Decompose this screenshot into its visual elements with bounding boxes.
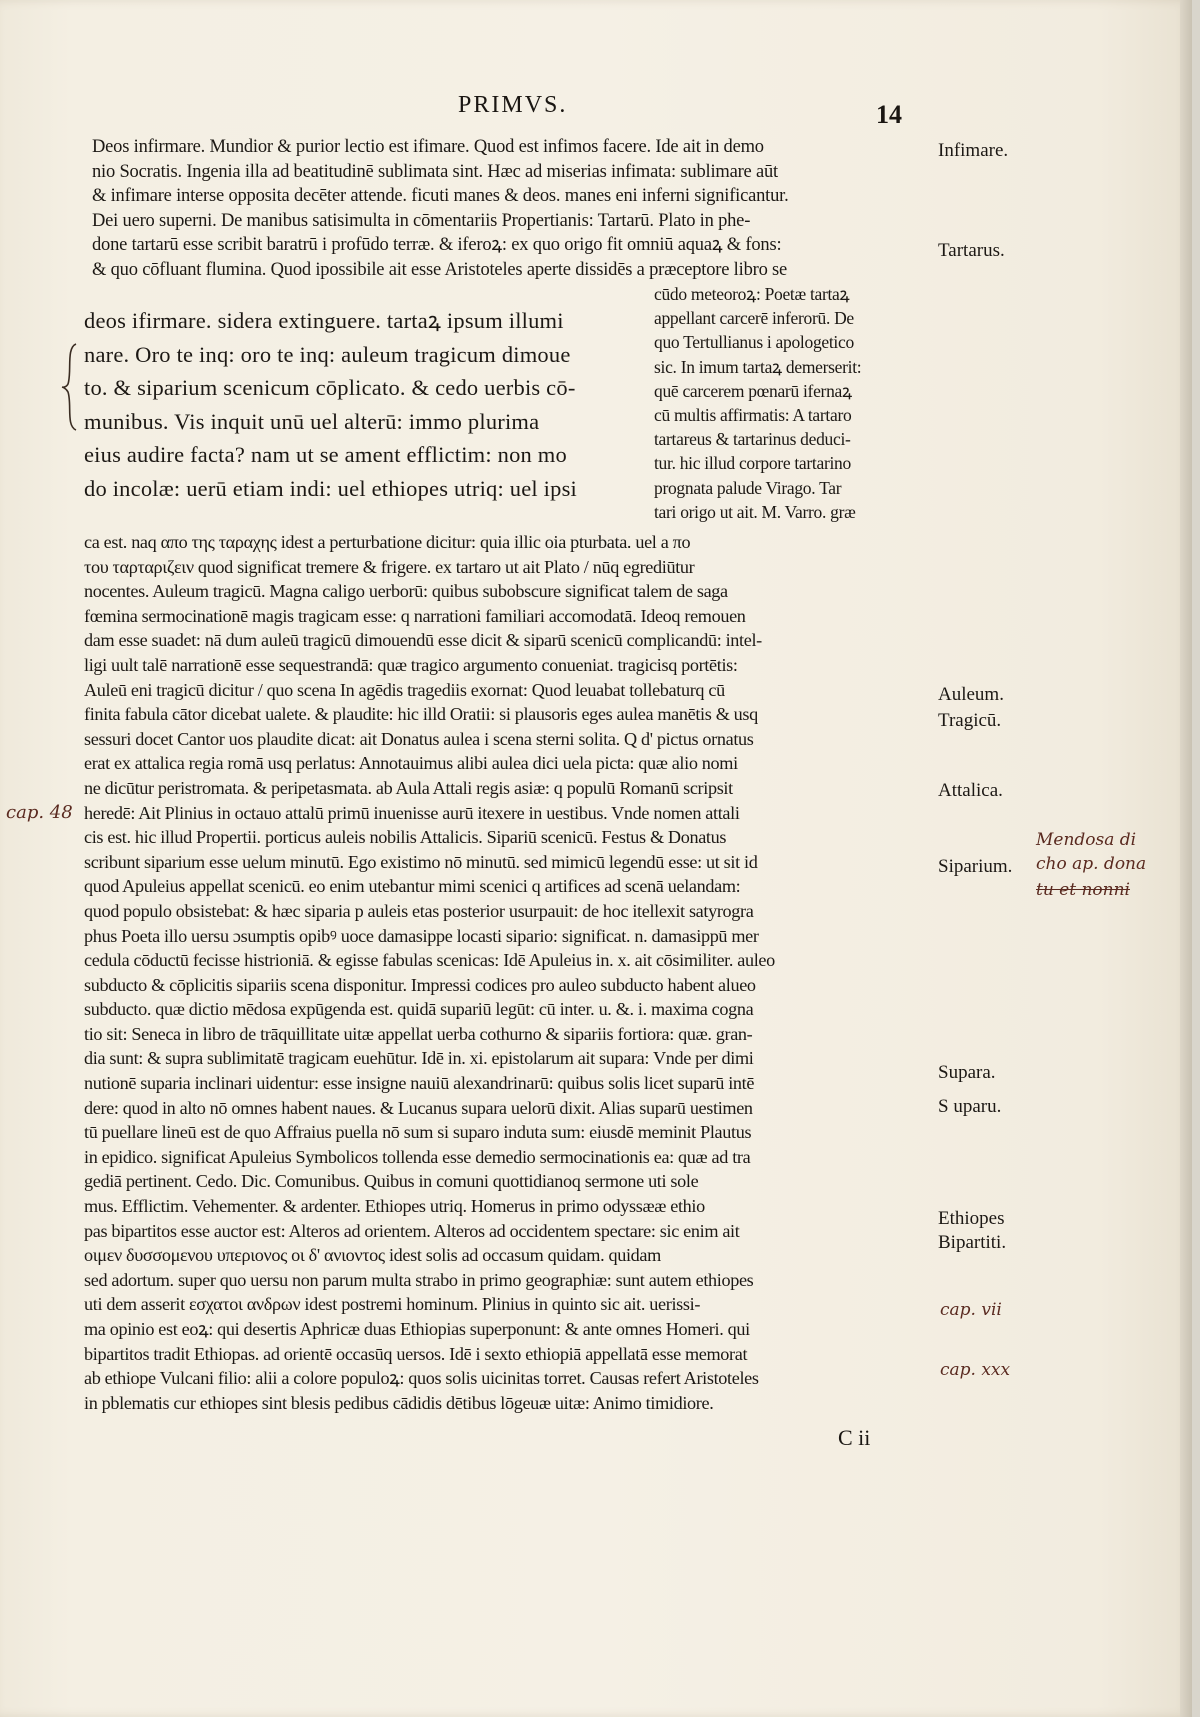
- text-line: fœmina sermocinationē magis tragicam esse: q narrationi familiari accomodatā. Ideoq remouen: [84, 605, 746, 626]
- commentary-right-column: [654, 282, 922, 524]
- text-line: in pblematis cur ethiopes sint blesis pedibus cādidis dētibus lōgeuæ uitæ: Animo timidiore.: [84, 1392, 714, 1413]
- text-line: dam esse suadet: nā dum auleū tragicū dimouendū esse dicit & siparū scenicū complicandū: intel-: [84, 630, 762, 651]
- handwritten-note-cap30: cap. xxx: [940, 1360, 1011, 1380]
- margin-note-suparu: S uparu.: [938, 1096, 1002, 1117]
- text-line: ca est. naq απο της ταραχης idest a perturbatione dicitur: quia illic oia pturbata. uel a πο: [84, 532, 691, 552]
- text-line: pas bipartitos esse auctor est: Alteros ad orientem. Alteros ad occidentem spectare: sic enim ait: [84, 1220, 740, 1241]
- lemma-text: [84, 304, 644, 505]
- margin-note-auleum: Auleum.: [938, 684, 1004, 705]
- brace-mark: [60, 342, 82, 432]
- commentary-top: [92, 135, 922, 282]
- text-line: prognata palude Virago. Tar: [654, 477, 842, 498]
- text-line: Auleū eni tragicū dicitur / quo scena In agēdis tragediis exornat: Quod leuabat tollebaturq cū: [84, 679, 725, 700]
- text-line: nutionē suparia inclinari uidentur: esse insigne nauiū alexandrinarū: quibus solis licet suparū intē: [84, 1073, 755, 1094]
- text-line: dere: quod in alto nō omnes habent naues. & Lucanus supara uelorū dixit. Alias suparū uestimen: [84, 1097, 753, 1118]
- text-line: mus. Efflictim. Vehementer. & ardenter. Ethiopes utriq. Homerus in primo odyssææ ethio: [84, 1196, 705, 1217]
- lemma-line: eius audire facta? nam ut se ament efflictim: non mo: [84, 442, 567, 467]
- handwritten-note-mendosa-1: Mendosa di: [1036, 830, 1137, 850]
- lemma-line: nare. Oro te inq: oro te inq: auleum tragicum dimoue: [84, 341, 571, 367]
- running-head: PRIMVS.: [458, 92, 568, 118]
- text-line: cis est. hic illud Propertii. porticus auleis nobilis Attalicis. Sipariū scenicū. Festus & Donatus: [84, 827, 727, 848]
- commentary-bottom: [84, 530, 930, 1415]
- text-line: phus Poeta illo uersu ɔsumptis opibꝰ uoce damasippe locasti sipario: significat. n. damasippū mer: [84, 925, 759, 946]
- text-line: ne dicūtur peristromata. & peripetasmata. ab Aula Attali regis asiæ: q populū Romanū scripsit: [84, 777, 733, 798]
- margin-note-attalica: Attalica.: [938, 780, 1003, 801]
- lemma-line: deos ifirmare. sidera extinguere. tartaꝝ ipsum illumi: [84, 308, 564, 333]
- text-line: quē carcerem pœnarū ifernaꝝ: [654, 380, 852, 401]
- lemma-line: to. & siparium scenicum cōplicato. & cedo uerbis cō-: [84, 375, 576, 400]
- text-line: cūdo meteoroꝝ: Poetæ tartaꝝ: [654, 284, 850, 304]
- text-line: appellant carcerē inferorū. De: [654, 308, 854, 329]
- text-line: subducto. quæ dictio mēdosa expūgenda est. quidā supariū legūt: cū inter. u. &. i. maxima cogna: [84, 999, 754, 1020]
- margin-note-infimare: Infimare.: [938, 140, 1009, 161]
- text-line: done tartarū esse scribit baratrū i profūdo terræ. & iferoꝝ: ex quo origo fit omniū aquaꝝ & fons:: [92, 235, 782, 255]
- text-line: uti dem asserit εσχατοι ανδρων idest postremi hominum. Plinius in quinto sic ait. uerissi-: [84, 1294, 701, 1315]
- text-line: heredē: Ait Plinius in octauo attalū primū inuenisse aurū itexere in uestibus. Vnde nomen attali: [84, 802, 740, 823]
- text-line: του ταρταριζειν quod significat tremere & frigere. ex tartaro ut ait Plato / nūq egrediūtur: [84, 556, 695, 577]
- text-line: bipartitos tradit Ethiopas. ad orientē occasūq uersos. Idē i sexto ethiopiā appellatā esse memorat: [84, 1343, 748, 1364]
- text-line: cedula cōductū fecisse histrioniā. & egisse fabulas scenicas: Idē Apuleius in. x. ait cōsimiliter. auleo: [84, 950, 775, 971]
- text-line: sed adortum. super quo uersu non parum multa strabo in primo geographiæ: sunt autem ethiopes: [84, 1269, 754, 1290]
- text-line: dia sunt: & supra sublimitatē tragicam euehūtur. Idē in. xi. epistolarum ait supara: Vnde per dimi: [84, 1048, 754, 1069]
- text-line: & quo cōfluant flumina. Quod ipossibile ait esse Aristoteles aperte dissidēs a præceptore libro se: [92, 259, 788, 280]
- text-line: tio sit: Seneca in libro de trāquillitate uitæ appellat uerba cothurno & sipariis fortiora: quæ. gran-: [84, 1023, 753, 1044]
- margin-note-tartarus: Tartarus.: [938, 240, 1005, 261]
- text-line: tartareus & tartarinus deduci-: [654, 429, 851, 450]
- text-line: scribunt siparium esse uelum minutū. Ego existimo nō minutū. sed mimicū legendū esse: ut sit id: [84, 851, 758, 872]
- text-line: tū puellare lineū est de quo Affraius puella nō sum si suparo induta sum: eiusdē meminit Plautus: [84, 1122, 752, 1143]
- text-line: cū multis affirmatis: A tartaro: [654, 404, 852, 425]
- margin-note-ethiopes: Ethiopes: [938, 1208, 1005, 1229]
- text-line: nio Socratis. Ingenia illa ad beatitudinē sublimata sint. Hæc ad miserias infimata: sublimare aūt: [92, 161, 778, 182]
- folio-number: 14: [876, 100, 902, 129]
- text-line: finita fabula cātor dicebat ualete. & plaudite: hic illd Oratii: si plausoris eges aulea manētis & usq: [84, 704, 758, 725]
- handwritten-note-cap48: cap. 48: [6, 802, 73, 823]
- text-line: quod Apuleius appellat scenicū. eo enim utebantur mimi scenici q artifices ad scenā uelandam:: [84, 876, 741, 897]
- handwritten-note-cap7: cap. vii: [940, 1300, 1002, 1320]
- page-edge: [1180, 0, 1192, 1717]
- handwritten-note-mendosa-2: cho ap. dona: [1036, 854, 1147, 874]
- lemma-line: do incolæ: uerū etiam indi: uel ethiopes utriq: uel ipsi: [84, 475, 577, 501]
- handwritten-note-mendosa-3: tu et nonni: [1036, 880, 1130, 900]
- text-line: Dei uero superni. De manibus satisimulta in cōmentariis Propertianis: Tartarū. Plato in phe-: [92, 210, 751, 231]
- text-line: Deos infirmare. Mundior & purior lectio est ifimare. Quod est infimos facere. Ide ait in demo: [92, 137, 764, 157]
- text-line: quo Tertullianus i apologetico: [654, 332, 854, 353]
- text-line: nocentes. Auleum tragicū. Magna caligo uerborū: quibus subobscure significat talem de saga: [84, 581, 728, 602]
- text-line: gediā pertinent. Cedo. Dic. Comunibus. Quibus in comuni quottidianoq sermone uti sole: [84, 1171, 699, 1192]
- text-line: sessuri docet Cantor uos plaudite dicat: ait Donatus aulea i scena sterni solita. Q d' pictus ornatus: [84, 728, 754, 749]
- text-line: οιμεν δυσσομενου υπεριονος οι δ' ανιοντος idest solis ad occasum quidam. quidam: [84, 1245, 661, 1266]
- text-line: ma opinio est eoꝝ: qui desertis Aphricæ duas Ethiopias superponunt: & ante omnes Homeri. qui: [84, 1319, 750, 1339]
- signature-mark: C ii: [838, 1425, 871, 1450]
- text-line: subducto & cōplicitis sipariis scena disponitur. Impressi codices pro auleo subducto habent alueo: [84, 974, 756, 995]
- text-line: ligi uult talē narrationē esse sequestrandā: quæ tragico argumento conueniat. tragicisq portētis:: [84, 654, 738, 675]
- text-line: in epidico. significat Apuleius Symbolicos tollenda esse demedio sermocinationis ea: quæ ad tra: [84, 1146, 751, 1167]
- margin-note-bipartiti: Bipartiti.: [938, 1232, 1007, 1253]
- lemma-line: munibus. Vis inquit unū uel alterū: immo plurima: [84, 408, 540, 434]
- margin-note-tragicu: Tragicū.: [938, 710, 1002, 731]
- margin-note-siparium: Siparium.: [938, 856, 1013, 877]
- text-line: ab ethiope Vulcani filio: alii a colore populoꝝ: quos solis uicinitas torret. Causas refert Aristoteles: [84, 1368, 759, 1389]
- text-line: quod populo obsistebat: & hæc siparia p auleis etas posterior usurpauit: de hoc itellexit satyrogra: [84, 900, 754, 921]
- margin-note-supara: Supara.: [938, 1062, 996, 1083]
- text-line: erat ex attalica regia romā usq perlatus: Annotauimus alibi aulea dici uela picta: quæ alio nomi: [84, 753, 738, 774]
- text-line: tari origo ut ait. M. Varro. græ: [654, 501, 856, 522]
- text-line: & infimare interse opposita decēter attende. ficuti manes & deos. manes eni inferni significantur.: [92, 186, 789, 206]
- text-line: sic. In imum tartaꝝ demerserit:: [654, 356, 862, 377]
- text-line: tur. hic illud corpore tartarino: [654, 453, 851, 474]
